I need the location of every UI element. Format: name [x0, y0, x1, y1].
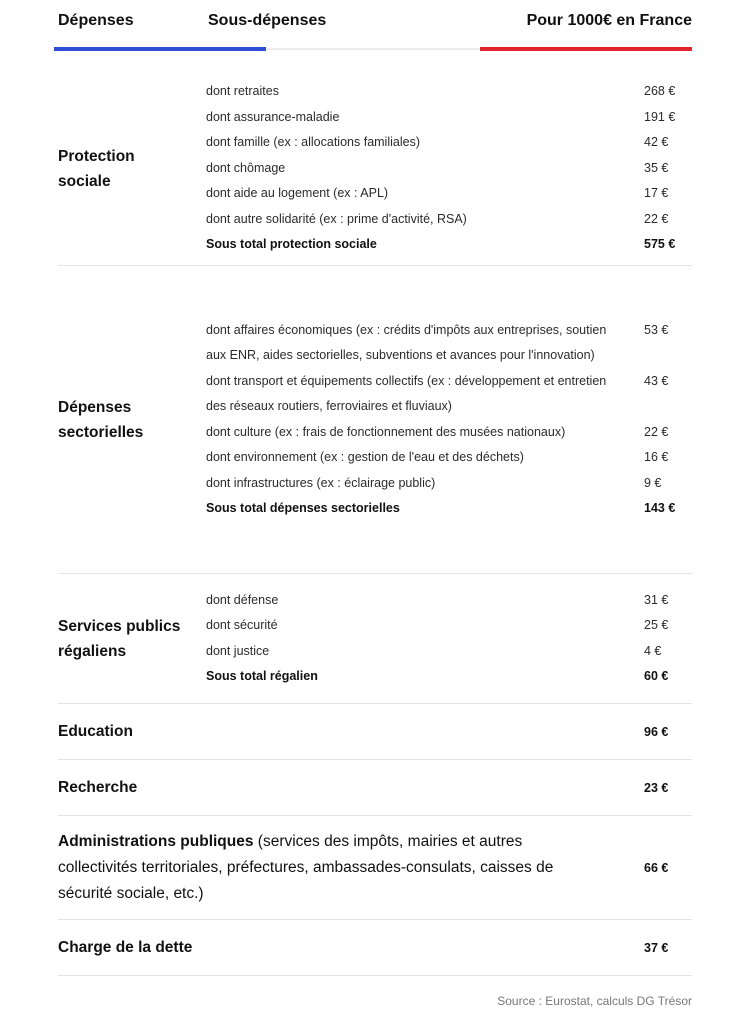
section-services-regaliens	[58, 574, 692, 704]
list-item	[206, 105, 692, 131]
sub-amount: 9 €	[644, 475, 662, 490]
category-title-bold: Administrations publiques	[58, 832, 254, 850]
sub-amount: 25 €	[644, 618, 669, 632]
sub-label: dont sécurité	[206, 618, 278, 632]
sub-label: dont aide au logement (ex : APL)	[206, 186, 389, 201]
sub-list	[206, 588, 692, 690]
subtotal-label: Sous total dépenses sectorielles	[206, 501, 400, 515]
sub-amount: 22 €	[644, 211, 669, 226]
category-title-detail: (services des impôts, mairies et autres collectivités territoriales, préfectures, ambassades-consulats, caisses de sécurité sociale, etc.)	[58, 832, 554, 902]
category-title-line: Protection	[58, 147, 135, 165]
category-title	[58, 395, 206, 445]
subtotal-row	[206, 496, 692, 522]
category-amount: 37 €	[644, 940, 669, 955]
category-title: Charge de la dette	[58, 939, 193, 956]
sub-label: dont famille (ex : allocations familiales)	[206, 135, 420, 150]
tricolor-red	[480, 47, 692, 51]
section-education	[58, 704, 692, 760]
sub-list	[206, 79, 692, 258]
header-depenses: Dépenses	[58, 12, 134, 29]
category-title: Education	[58, 723, 133, 740]
sub-amount: 35 €	[644, 160, 669, 175]
category-title	[58, 614, 206, 664]
table-header	[58, 0, 692, 56]
list-item	[206, 588, 692, 614]
category-title: Recherche	[58, 779, 138, 796]
sub-amount: 17 €	[644, 186, 669, 201]
sub-amount: 4 €	[644, 643, 662, 658]
section-charge-dette	[58, 920, 692, 976]
sub-amount: 31 €	[644, 592, 669, 607]
sub-list	[206, 318, 692, 522]
category-title-line: sectorielles	[58, 423, 144, 441]
subtotal-row	[206, 664, 692, 690]
sub-label: dont assurance-maladie	[206, 109, 340, 124]
subtotal-label: Sous total régalien	[206, 669, 318, 683]
subtotal-label: Sous total protection sociale	[206, 237, 377, 252]
sub-amount: 53 €	[644, 322, 669, 337]
section-depenses-sectorielles	[58, 266, 692, 574]
category-title-line: régaliens	[58, 642, 127, 660]
subtotal-amount: 575 €	[644, 237, 676, 252]
sub-amount: 268 €	[644, 84, 676, 99]
list-item	[206, 639, 692, 665]
sub-amount: 42 €	[644, 135, 669, 150]
sub-amount: 22 €	[644, 424, 669, 439]
category-amount: 23 €	[644, 780, 669, 795]
sub-label: dont défense	[206, 592, 279, 607]
header-sous-depenses: Sous-dépenses	[208, 12, 327, 29]
category-title	[58, 144, 206, 194]
sub-amount: 191 €	[644, 109, 676, 124]
list-item	[206, 207, 692, 233]
sub-amount: 43 €	[644, 373, 669, 388]
list-item	[206, 471, 692, 497]
category-title-line: Dépenses	[58, 398, 132, 416]
list-item	[206, 420, 692, 446]
section-recherche	[58, 760, 692, 816]
subtotal-row	[206, 232, 692, 258]
sub-amount: 16 €	[644, 450, 669, 464]
sub-label: dont culture (ex : frais de fonctionnement des musées nationaux)	[206, 424, 566, 439]
category-amount: 66 €	[644, 860, 669, 875]
list-item	[206, 613, 692, 639]
subtotal-amount: 60 €	[644, 669, 669, 683]
sub-label: dont autre solidarité (ex : prime d'activité, RSA)	[206, 211, 467, 226]
list-item	[206, 369, 692, 420]
list-item	[206, 445, 692, 471]
sub-label: dont affaires économiques (ex : crédits d'impôts aux entreprises, soutien aux ENR, aides sectorielles, subventions et avances pour l'innovation)	[206, 322, 607, 362]
tricolor-blue	[54, 47, 266, 51]
source-note: Source : Eurostat, calculs DG Trésor	[497, 994, 692, 1008]
category-amount: 96 €	[644, 724, 669, 739]
sub-label: dont justice	[206, 643, 270, 658]
list-item	[206, 130, 692, 156]
list-item	[206, 79, 692, 105]
category-title-line: Services publics	[58, 617, 181, 635]
section-administrations-publiques	[58, 816, 692, 920]
tricolor-white	[266, 48, 480, 50]
list-item	[206, 156, 692, 182]
section-protection-sociale	[58, 56, 692, 266]
tricolor-underline	[54, 47, 692, 51]
sub-label: dont environnement (ex : gestion de l'eau et des déchets)	[206, 450, 524, 464]
sub-label: dont infrastructures (ex : éclairage public)	[206, 475, 436, 490]
list-item	[206, 318, 692, 369]
subtotal-amount: 143 €	[644, 501, 676, 515]
sub-label: dont retraites	[206, 84, 279, 99]
sub-label: dont chômage	[206, 160, 286, 175]
sub-label: dont transport et équipements collectifs (ex : développement et entretien des réseaux routiers, ferroviaires et fluviaux)	[206, 373, 607, 413]
list-item	[206, 181, 692, 207]
category-title-line: sociale	[58, 172, 111, 190]
header-pour-1000: Pour 1000€ en France	[526, 12, 692, 29]
category-title	[58, 829, 632, 907]
